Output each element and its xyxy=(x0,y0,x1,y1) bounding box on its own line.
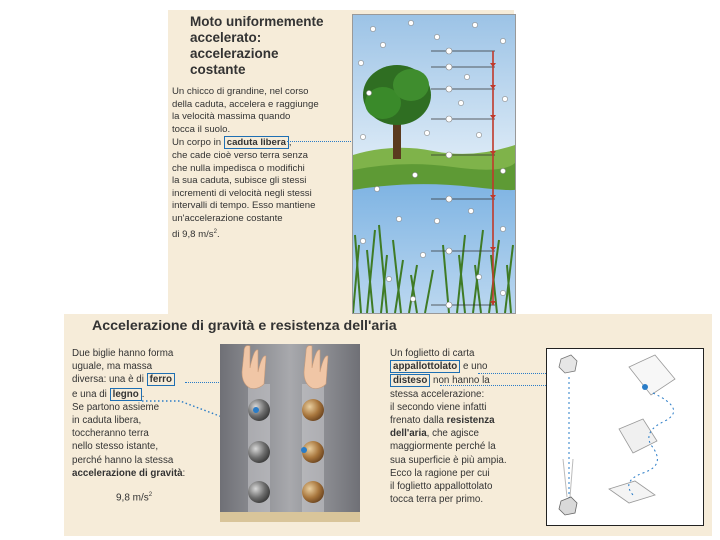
body-line: perché hanno la stessa xyxy=(72,454,174,466)
keyword-legno: legno xyxy=(110,388,142,401)
backdrop xyxy=(220,344,360,522)
exponent: 2 xyxy=(148,492,153,498)
body-line: maggiormente perché la xyxy=(390,441,496,453)
top-title xyxy=(190,14,350,78)
pointer-dot xyxy=(253,407,259,413)
body-line: il foglietto appallottolato xyxy=(390,481,493,493)
body-line: la sua caduta, subisce gli stessi xyxy=(172,175,307,187)
gravity-value-text: 9,8 m/s xyxy=(116,492,149,504)
body-line: tocca il suolo. xyxy=(172,123,231,135)
body-line: tocca terra per primo. xyxy=(390,494,484,506)
body-text: . xyxy=(216,228,220,240)
body-line xyxy=(72,467,212,480)
body-line: Un foglietto di carta xyxy=(390,348,475,359)
body-line xyxy=(172,136,352,150)
paper-svg xyxy=(547,349,703,525)
body-line: uguale, ma massa xyxy=(72,361,153,373)
body-line: Ecco la ragione per cui xyxy=(390,467,490,479)
body-line xyxy=(390,414,540,427)
body-line: Un chicco di grandine, nel corso xyxy=(172,86,309,97)
body-text: diversa: una è di xyxy=(72,374,147,386)
keyword-ferro: ferro xyxy=(147,373,175,386)
top-title-line: costante xyxy=(190,62,246,77)
crumpled-paper-icon xyxy=(559,355,577,515)
body-text: e una di xyxy=(72,388,110,400)
body-line: incrementi di velocità negli stessi xyxy=(172,187,312,199)
body-text: non hanno la xyxy=(430,375,490,387)
body-line: sua superficie è più ampia. xyxy=(390,454,507,466)
flat-sheet-icon xyxy=(609,355,675,503)
exponent: 2 xyxy=(213,228,217,235)
body-text: , xyxy=(288,137,292,149)
body-line: toccheranno terra xyxy=(72,428,149,440)
wood-marble xyxy=(302,399,324,421)
hail-scene-illustration xyxy=(352,14,516,314)
body-line: Due biglie hanno forma xyxy=(72,348,174,359)
keyword-caduta-libera: caduta libera xyxy=(224,136,289,149)
bottom-title: Accelerazione di gravità e resistenza dell'aria xyxy=(92,318,397,334)
body-text: . xyxy=(141,388,145,400)
acceleration-value: di 9,8 m/s xyxy=(172,228,214,240)
body-line: un'accelerazione costante xyxy=(172,212,283,224)
body-line xyxy=(172,226,352,242)
body-line: della caduta, accelera e raggiunge xyxy=(172,98,319,110)
body-line xyxy=(72,373,212,386)
body-line: la velocità massima quando xyxy=(172,111,291,123)
body-text: : xyxy=(182,467,186,479)
paper-text xyxy=(390,347,540,506)
bold-term: resistenza xyxy=(446,415,495,427)
top-title-line: accelerazione xyxy=(190,46,279,61)
body-line: in caduta libera, xyxy=(72,415,142,427)
body-line: Se partono assieme xyxy=(72,401,160,413)
body-line: nello stesso istante, xyxy=(72,441,159,453)
body-line: il secondo viene infatti xyxy=(390,401,487,413)
scene-svg xyxy=(353,15,515,313)
body-text: , che agisce xyxy=(426,428,479,440)
iron-marble xyxy=(248,441,270,463)
top-body-text xyxy=(172,86,352,241)
pointer-dot xyxy=(301,447,307,453)
body-line xyxy=(390,360,540,373)
body-text: Un corpo in xyxy=(172,137,224,149)
marbles-svg xyxy=(220,344,360,522)
floor xyxy=(220,512,360,522)
bold-term: dell'aria xyxy=(390,428,427,440)
body-line: intervalli di tempo. Esso mantiene xyxy=(172,200,316,212)
body-line: stessa accelerazione: xyxy=(390,388,485,400)
keyword-appallottolato: appallottolato xyxy=(390,360,460,373)
body-line: che cade cioè verso terra senza xyxy=(172,149,308,161)
top-title-line: Moto uniformemente xyxy=(190,14,324,29)
gravity-value xyxy=(116,492,152,503)
marbles-illustration xyxy=(220,344,360,522)
body-text: e uno xyxy=(460,361,488,373)
bold-term: accelerazione di gravità xyxy=(72,467,183,479)
top-title-line: accelerato: xyxy=(190,30,262,45)
body-text: frenato dalla xyxy=(390,415,447,427)
body-line xyxy=(390,427,540,440)
wood-marble xyxy=(302,481,324,503)
keyword-disteso: disteso xyxy=(390,374,430,387)
body-line: che nulla impedisca o modifichi xyxy=(172,162,305,174)
iron-marble xyxy=(248,481,270,503)
paper-illustration xyxy=(546,348,704,526)
